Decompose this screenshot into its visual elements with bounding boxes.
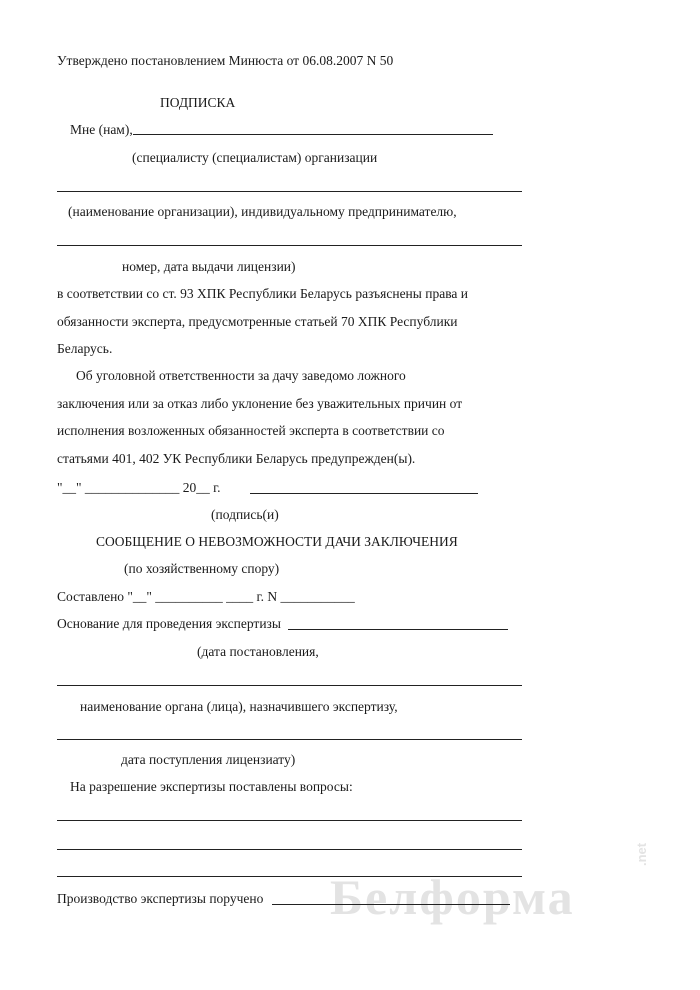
question-line-1 (57, 820, 522, 821)
decree-blank-line (57, 685, 522, 686)
para2-line3: исполнения возложенных обязанностей эксперта в соответствии со (57, 423, 445, 438)
para2-line1: Об уголовной ответственности за дачу заведомо ложного (76, 368, 406, 383)
questions-label: На разрешение экспертизы поставлены вопросы: (70, 779, 353, 794)
para2-line4: статьями 401, 402 УК Республики Беларусь предупрежден(ы). (57, 451, 416, 466)
signature-hint: (подпись(и) (211, 507, 279, 522)
message-subtitle: (по хозяйственному спору) (124, 561, 280, 576)
hint-received: дата поступления лицензиату) (121, 752, 296, 767)
message-title: СООБЩЕНИЕ О НЕВОЗМОЖНОСТИ ДАЧИ ЗАКЛЮЧЕНИЯ (96, 534, 458, 549)
org-blank-line (57, 191, 522, 192)
assigned-blank-line (272, 904, 510, 905)
name-blank-line (133, 134, 493, 135)
basis-blank-line (288, 629, 508, 630)
signature-blank-line (250, 493, 478, 494)
para1-line1: в соответствии со ст. 93 ХПК Республики Беларусь разъяснены права и (57, 286, 468, 301)
question-line-2 (57, 849, 522, 850)
hint-organization: (наименование организации), индивидуальному предпринимателю, (68, 204, 457, 219)
hint-specialist: (специалисту (специалистам) организации (132, 150, 378, 165)
assigned-label: Производство экспертизы поручено (57, 891, 264, 906)
subscription-title: ПОДПИСКА (160, 95, 236, 110)
hint-date-decree: (дата постановления, (197, 644, 319, 659)
para2-line2: заключения или за отказ либо уклонение без уважительных причин от (57, 396, 463, 411)
hint-license: номер, дата выдачи лицензии) (122, 259, 296, 274)
watermark-suffix: .net (634, 842, 649, 866)
basis-label: Основание для проведения экспертизы (57, 616, 281, 631)
composed-line: Составлено "__" __________ ____ г. N ___________ (57, 589, 355, 604)
approval-note: Утверждено постановлением Минюста от 06.08.2007 N 50 (57, 53, 394, 68)
hint-organ: наименование органа (лица), назначившего экспертизу, (80, 699, 398, 714)
watermark-logo: Белформа (330, 869, 575, 925)
entrepreneur-blank-line (57, 245, 522, 246)
organ-blank-line (57, 739, 522, 740)
para1-line3: Беларусь. (57, 341, 113, 356)
para1-line2: обязанности эксперта, предусмотренные статьей 70 ХПК Республики (57, 314, 458, 329)
me-label: Мне (нам), (70, 122, 133, 137)
date-line: "__" ______________ 20__ г. (57, 480, 221, 495)
